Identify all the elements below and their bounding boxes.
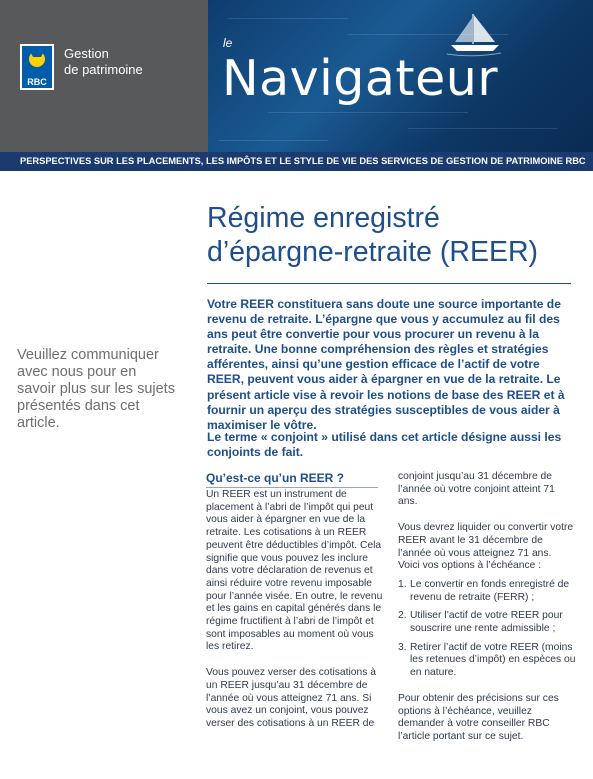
- page-header: [0, 0, 593, 152]
- paragraph: Un REER est un instrument de placement à l’abri de l’impôt qui peut vous aider à épargner en vue de la retraite. Les cotisations à un REER peuvent être déductibles d’impôt. Cela signifie que vous pouvez les inclure dans votre déclaration de revenus et ainsi réduire votre revenu imposable pour l’année visée. En outre, le revenu et les gains en capital générés dans le régime fructifient à l’abri de l’impôt et sont imposables au moment où vous les retirez.: [206, 489, 383, 653]
- brand-panel: [0, 0, 208, 152]
- paragraph: Vous pouvez verser des cotisations à un REER jusqu’au 31 décembre de l’année où vous atteignez 71 ans. Si vous avez un conjoint, vous pouvez verser des cotisations à un REER de: [206, 667, 376, 729]
- sidebar-note: Veuillez communiquer avec nous pour en savoir plus sur les sujets présentés dans cet article.: [17, 347, 175, 431]
- brand-name-line2: de patrimoine: [64, 62, 143, 77]
- list-item: 1. Le convertir en fonds enregistré de revenu de retraite (FERR) ;: [398, 578, 570, 603]
- brand-name-line1: Gestion: [64, 46, 109, 61]
- paragraph: Pour obtenir des précisions sur ces options à l’échéance, veuillez demander à votre conseiller RBC l’article portant sur ce sujet.: [398, 692, 559, 742]
- newsletter-prefix: le: [223, 36, 233, 50]
- paragraph: conjoint jusqu’au 31 décembre de l’année où votre conjoint atteint 71 ans.: [398, 471, 555, 508]
- article-title-line2: d’épargne-retraite (REER): [207, 236, 539, 268]
- header-banner: PERSPECTIVES SUR LES PLACEMENTS, LES IMPÔTS ET LE STYLE DE VIE DES SERVICES DE GESTION DE PATRIMOINE RBC: [0, 152, 593, 171]
- article-intro: Votre REER constituera sans doute une source importante de revenu de retraite. L’épargne que vous y accumulez au fil des ans peut être convertie pour vous procurer un revenu à la retraite. Une bonne compréhension des règles et stratégies afférentes, ainsi qu’une gestion efficace de l’actif de votre REER, peuvent vous aider à épargner en vue de la retraite. Le présent article vise à revoir les notions de base des REER et à fournir un aperçu des stratégies susceptibles de vous aider à maximiser le vôtre.: [207, 297, 565, 432]
- logo-text: RBC: [27, 77, 47, 87]
- header-sea-image: [208, 0, 593, 152]
- paragraph: Vous devrez liquider ou convertir votre REER avant le 31 décembre de l’année où vous atteignez 71 ans. Voici vos options à l’échéance :: [398, 522, 574, 572]
- article-title: [207, 201, 587, 269]
- list-item: 3. Retirer l’actif de votre REER (moins les retenues d’impôt) en espèces ou en nature.: [398, 641, 576, 679]
- newsletter-name: Navigateur: [222, 50, 498, 107]
- section-heading-divider: [206, 487, 378, 488]
- article-title-line1: Régime enregistré: [207, 202, 440, 234]
- article-intro-note: Le terme « conjoint » utilisé dans cet article désigne aussi les conjoints de fait.: [207, 430, 562, 460]
- title-divider: [207, 283, 571, 284]
- options-list: [398, 579, 576, 680]
- list-item: 2. Utiliser l’actif de votre REER pour souscrire une rente admissible ;: [398, 610, 563, 635]
- section-heading: Qu’est-ce qu’un REER ?: [206, 471, 345, 485]
- right-column: [398, 471, 576, 744]
- rbc-logo-icon: [20, 44, 54, 90]
- left-column: [206, 471, 386, 731]
